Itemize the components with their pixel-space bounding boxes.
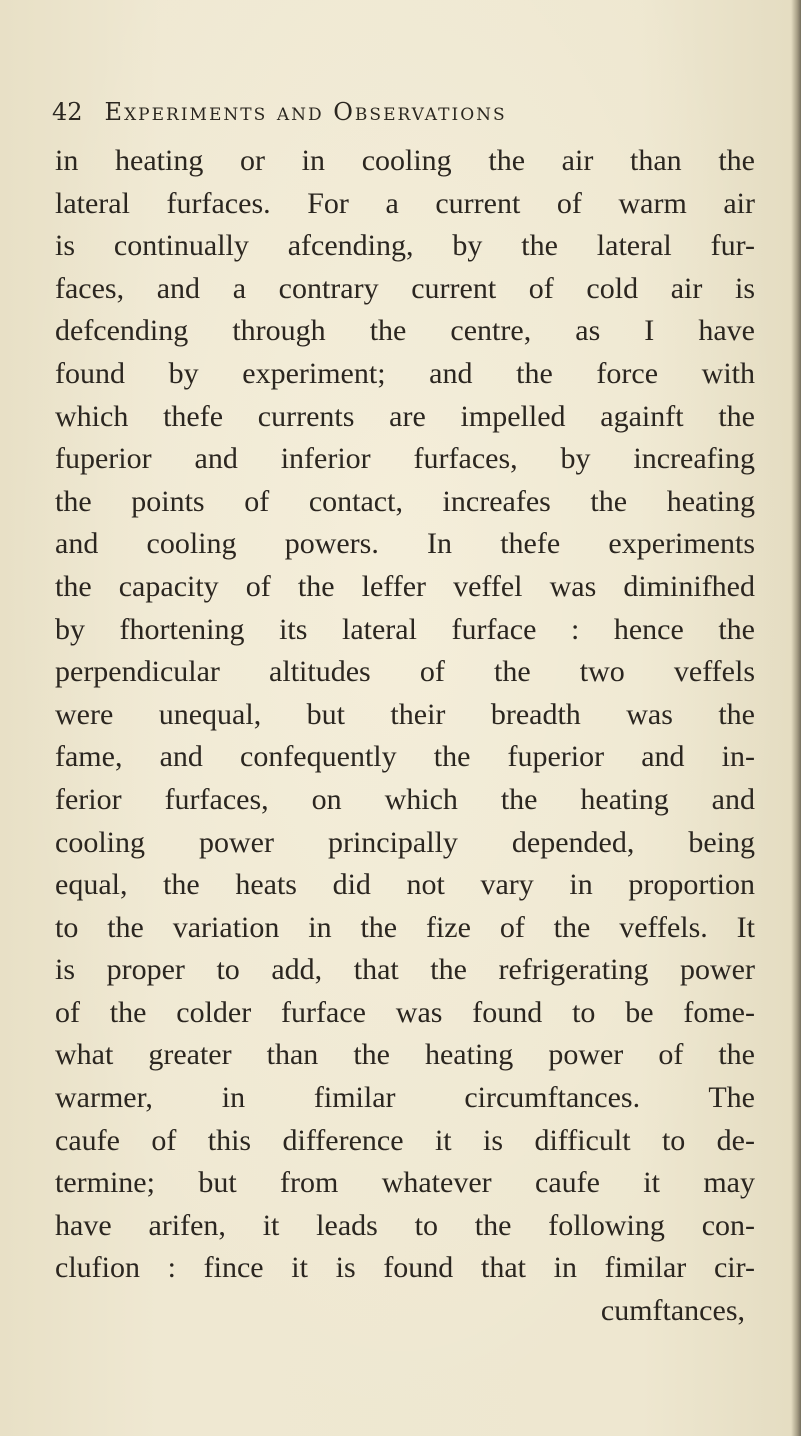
text-line: faces, and a contrary current of cold air is	[55, 271, 755, 305]
text-line: to the variation in the fize of the veffels. It	[55, 910, 755, 944]
text-line: fame, and confequently the fuperior and in-	[55, 740, 755, 774]
text-line: ferior furfaces, on which the heating and	[55, 782, 755, 816]
running-head-title: Experiments and Observations	[104, 98, 507, 126]
text-line: which thefe currents are impelled againft the	[55, 399, 755, 433]
text-line: equal, the heats did not vary in proportion	[55, 868, 755, 902]
text-line: cooling power principally depended, being	[55, 825, 755, 859]
text-line: in heating or in cooling the air than the	[55, 144, 755, 177]
page-edge-shadow	[791, 0, 801, 1436]
body-text	[55, 140, 755, 1333]
catchword-line: cumftances,	[600, 1294, 745, 1328]
text-line: what greater than the heating power of the	[55, 1038, 755, 1072]
text-line: termine; but from whatever caufe it may	[55, 1166, 755, 1200]
text-line: by fhortening its lateral furface : hence the	[55, 612, 755, 646]
text-line: found by experiment; and the force with	[55, 356, 755, 390]
running-head	[52, 98, 752, 138]
text-line: were unequal, but their breadth was the	[55, 697, 755, 731]
page-number: 42	[52, 98, 83, 126]
text-line: clufion : fince it is found that in fimilar cir-	[55, 1251, 755, 1285]
text-line: perpendicular altitudes of the two veffels	[55, 655, 755, 689]
text-line: is proper to add, that the refrigerating power	[55, 953, 755, 987]
text-line: the points of contact, increafes the heating	[55, 484, 755, 518]
text-line: the capacity of the leffer veffel was diminifhed	[55, 569, 755, 603]
text-line: lateral furfaces. For a current of warm air	[55, 186, 755, 220]
text-line: have arifen, it leads to the following con-	[55, 1208, 755, 1242]
text-line: is continually afcending, by the lateral fur-	[55, 229, 755, 263]
text-line: warmer, in fimilar circumftances. The	[55, 1081, 755, 1115]
text-line: caufe of this difference it is difficult to de-	[55, 1123, 755, 1157]
text-line: and cooling powers. In thefe experiments	[55, 527, 755, 561]
text-line: defcending through the centre, as I have	[55, 314, 755, 348]
text-line: fuperior and inferior furfaces, by increafing	[55, 442, 755, 476]
text-line: of the colder furface was found to be fome-	[55, 995, 755, 1029]
